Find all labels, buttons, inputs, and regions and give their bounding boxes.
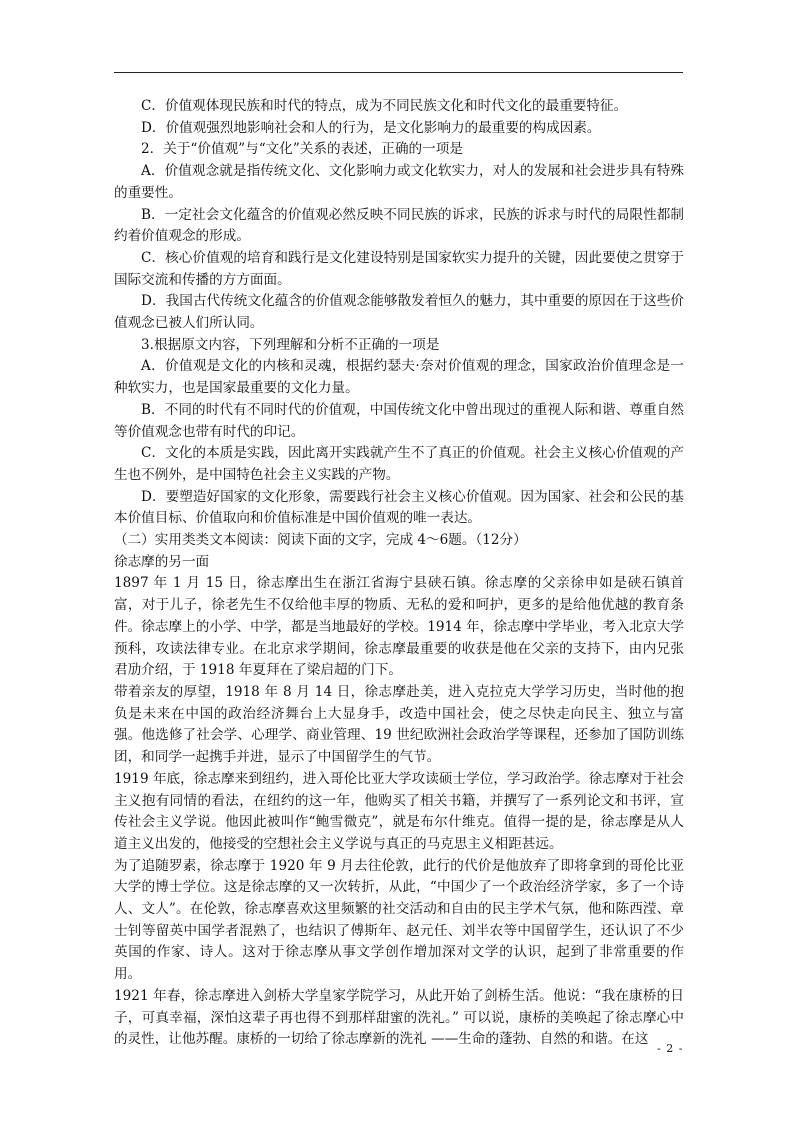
article-paragraph: 1921 年春，徐志摩进入剑桥大学皇家学院学习，从此开始了剑桥生活。他说：“我在康桥的日子，可真幸福，深怕这辈子再也得不到那样甜蜜的洗礼。” 可以说，康桥的美唤起了徐志摩心中的灵性，让他苏醒。康桥的一切给了徐志摩新的洗礼 ——生命的蓬勃、自然的和谐。在这 <box>114 987 684 1048</box>
article-paragraph: 为了追随罗素，徐志摩于 1920 年 9 月去往伦敦，此行的代价是他放弃了即将拿到的哥伦比亚大学的博士学位。这是徐志摩的又一次转折，从此，“中国少了一个政治经济学家，多了一个诗人、文人”。在伦敦，徐志摩喜欢这里频繁的社交活动和自由的民主学术气氛，他和陈西滢、章士钊等留英中国学者混熟了，也结识了傅斯年、赵元任、刘半农等中国留学生，还认识了不少英国的作家、诗人。这对于徐志摩从事文学创作增加深对文学的认识，起到了非常重要的作用。 <box>114 857 684 983</box>
option-c-q1: C．价值观体现民族和时代的特点，成为不同民族文化和时代文化的最重要特征。 <box>141 98 628 114</box>
option-d-q2: D．我国古代传统文化蕴含的价值观念能够散发着恒久的魅力，其中重要的原因在于这些价值观念已被人们所认同。 <box>114 293 684 332</box>
option-c-q3: C．文化的本质是实践，因此离开实践就产生不了真正的价值观。社会主义核心价值观的产生也不例外，是中国特色社会主义实践的产物。 <box>114 445 684 483</box>
page-content <box>114 96 684 1051</box>
option-b-q3: B．不同的时代有不同时代的价值观，中国传统文化中曾出现过的重视人际和谐、尊重自然等价值观念也带有时代的印记。 <box>114 401 684 440</box>
article-paragraph: 1919 年底，徐志摩来到纽约，进入哥伦比亚大学攻读硕士学位，学习政治学。徐志摩对于社会主义抱有同情的看法，在纽约的这一年，他购买了相关书籍，并撰写了一系列论文和书评，宣传社会主义学说。他因此被叫作“鲍雪微克”，就是布尔什维克。值得一提的是，徐志摩是从人道主义出发的，他接受的空想社会主义学说与真正的马克思主义相距甚远。 <box>114 770 684 852</box>
article-title: 徐志摩的另一面 <box>114 553 210 570</box>
option-a-q3: A．价值观是文化的内核和灵魂，根据约瑟夫·奈对价值观的理念，国家政治价值理念是一种软实力，也是国家最重要的文化力量。 <box>114 358 684 397</box>
article-paragraph: 1897 年 1 月 15 日，徐志摩出生在浙江省海宁县硖石镇。徐志摩的父亲徐申如是硖石镇首富，对于儿子，徐老先生不仅给他丰厚的物质、无私的爱和呵护，更多的是给他优越的教育条件。徐志摩上的小学、中学，都是当地最好的学校。1914 年，徐志摩中学毕业，考入北京大学预科，攻读法律专业。在北京求学期间，徐志摩最重要的收获是他在父亲的支持下，由内兄张君劢介绍，于 1918 年夏拜在了梁启超的门下。 <box>114 575 684 679</box>
section-2-heading: （二）实用类类文本阅读：阅读下面的文字，完成 4～6题。（12分） <box>114 532 527 549</box>
option-d-q3: D．要塑造好国家的文化形象，需要践行社会主义核心价值观。因为国家、社会和公民的基本价值目标、价值取向和价值标准是中国价值观的唯一表达。 <box>114 488 684 527</box>
option-a-q2: A．价值观念就是指传统文化、文化影响力或文化软实力，对人的发展和社会进步具有特殊的重要性。 <box>114 163 684 201</box>
option-b-q2: B．一定社会文化蕴含的价值观必然反映不同民族的诉求，民族的诉求与时代的局限性都制约着价值观念的形成。 <box>114 206 684 245</box>
header-rule <box>114 72 683 73</box>
option-d-q1: D．价值观强烈地影响社会和人的行为，是文化影响力的最重要的构成因素。 <box>141 119 601 136</box>
question-3: 3.根据原文内容，下列理解和分析不正确的一项是 <box>141 336 440 353</box>
article-paragraph: 带着亲友的厚望，1918 年 8 月 14 日，徐志摩赴美，进入克拉克大学学习历史，当时他的抱负是未来在中国的政治经济舞台上大显身手，改造中国社会，使之尽快走向民主、独立与富强。他选修了社会学、心理学、商业管理、19 世纪欧洲社会政治学等课程，还参加了国防训练团，和同学一起携手并进，显示了中国留学生的气节。 <box>114 683 684 766</box>
question-2: 2．关于“价值观”与“文化”关系的表述，正确的一项是 <box>141 141 463 158</box>
page-number: - 2 - <box>657 1042 684 1055</box>
option-c-q2: C．核心价值观的培育和践行是文化建设特别是国家软实力提升的关键，因此要使之贯穿于国际交流和传播的方方面面。 <box>114 249 684 288</box>
